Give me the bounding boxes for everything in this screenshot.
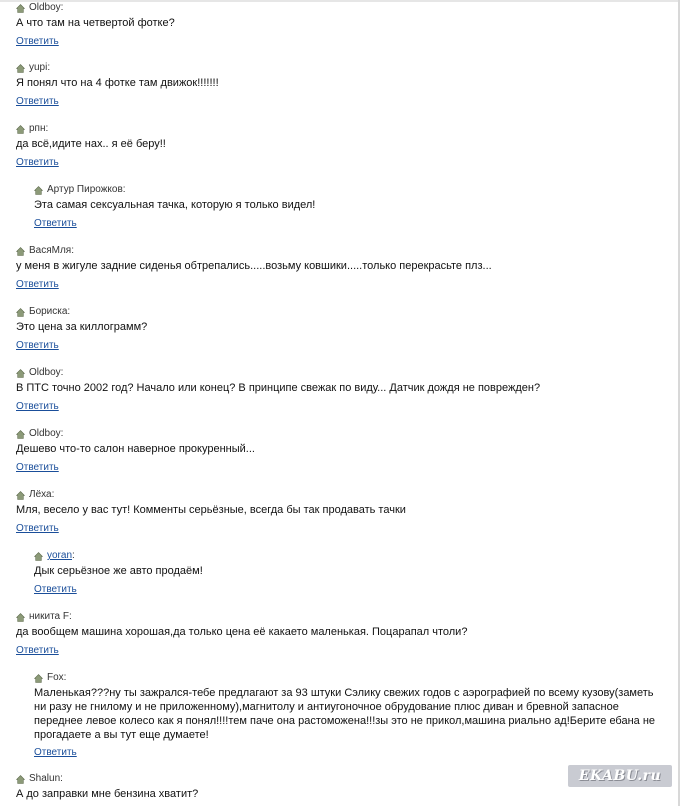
comment-author: Лёха: <box>29 489 55 500</box>
comment-header <box>16 2 656 14</box>
comment <box>16 367 656 414</box>
comment-text: Дык серьёзное же авто продаём! <box>34 565 203 577</box>
reply-link[interactable]: Ответить <box>34 584 77 595</box>
home-icon <box>16 64 25 73</box>
home-icon <box>16 369 25 378</box>
comment <box>16 2 656 49</box>
home-icon <box>34 552 43 561</box>
home-icon <box>16 491 25 500</box>
comment-author: Shalun: <box>29 773 63 784</box>
home-icon <box>16 308 25 317</box>
comment-header <box>34 550 659 562</box>
reply-link[interactable]: Ответить <box>16 157 59 168</box>
comment-reply <box>34 184 659 231</box>
comment-author: Oldboy: <box>29 2 64 13</box>
home-icon <box>16 4 25 13</box>
comment-header <box>16 367 656 379</box>
comment-text: Мля, весело у вас тут! Комменты серьёзные, всегда бы так продавать тачки <box>16 504 406 516</box>
reply-link[interactable]: Ответить <box>16 36 59 47</box>
reply-link[interactable]: Ответить <box>34 218 77 229</box>
reply-link[interactable]: Ответить <box>16 279 59 290</box>
comment-header <box>16 306 656 318</box>
comment-text: да всё,идите нах.. я её беру!! <box>16 138 166 150</box>
comment-reply <box>34 672 659 760</box>
comment-header <box>34 672 659 684</box>
comment <box>16 62 656 109</box>
comment-header <box>16 773 656 785</box>
comment-text: да вообщем машина хорошая,да только цена её какаето маленькая. Поцарапал чтоли? <box>16 626 468 638</box>
reply-link[interactable]: Ответить <box>16 96 59 107</box>
comment-text: Я понял что на 4 фотке там движок!!!!!!! <box>16 77 219 89</box>
home-icon <box>16 430 25 439</box>
comment <box>16 123 656 170</box>
comment-author: Oldboy: <box>29 428 64 439</box>
comment-author: Артур Пирожков: <box>47 184 126 195</box>
reply-link[interactable]: Ответить <box>16 523 59 534</box>
comment-reply <box>34 550 659 597</box>
comment-author: Fox: <box>47 672 67 683</box>
comment-author: Oldboy: <box>29 367 64 378</box>
comment-header <box>34 184 659 196</box>
comment-text: Маленькая???ну ты зажрался-тебе предлагают за 93 штуки Сэлику свежих годов с аэрографией по всему кузову(заметь ни разу не гнилому и не приложенному),магнитолу и антиугоночное обрудование плюс диван и бревной запасное переднее левое колесо как я понял!!!!тем паче она растоможена!!!зы это не прикол,машина риально ад!Берите ебана не прогадаете а вы тут еще думаете! <box>34 687 656 741</box>
home-icon <box>16 613 25 622</box>
reply-link[interactable]: Ответить <box>16 462 59 473</box>
home-icon <box>34 186 43 195</box>
comment-author: Бориска: <box>29 306 71 317</box>
comment-header <box>16 428 656 440</box>
comment-header <box>16 489 656 501</box>
site-watermark-logo: EKABU.ru <box>568 765 672 787</box>
home-icon <box>16 125 25 134</box>
comment-header <box>16 611 656 623</box>
comment <box>16 428 656 475</box>
comment-author: никита F: <box>29 611 72 622</box>
home-icon <box>16 247 25 256</box>
reply-link[interactable]: Ответить <box>16 645 59 656</box>
comment <box>16 245 656 292</box>
comment <box>16 773 656 802</box>
comment-text: Эта самая сексуальная тачка, которую я только видел! <box>34 199 316 211</box>
comment-text: А что там на четвертой фотке? <box>16 17 175 29</box>
comment-author: yupi: <box>29 62 51 73</box>
comment-text: у меня в жигуле задние сиденья обтрепались.....возьму ковшики.....только перекрасьте плз... <box>16 260 492 272</box>
author-colon: : <box>72 550 75 561</box>
reply-link[interactable]: Ответить <box>16 401 59 412</box>
comment-text: В ПТС точно 2002 год? Начало или конец? В принципе свежак по виду... Датчик дождя не поврежден? <box>16 382 541 394</box>
comment-header <box>16 62 656 74</box>
home-icon <box>34 674 43 683</box>
comment-text: Это цена за киллограмм? <box>16 321 148 333</box>
reply-link[interactable]: Ответить <box>16 340 59 351</box>
comment-author-link[interactable]: yoran <box>47 550 73 561</box>
comment-text: Дешево что-то салон наверное прокуренный... <box>16 443 255 455</box>
comment-header <box>16 245 656 257</box>
home-icon <box>16 775 25 784</box>
comment-text: А до заправки мне бензина хватит? <box>16 788 199 800</box>
comment-author: рпн: <box>29 123 49 134</box>
comment <box>16 306 656 353</box>
reply-link[interactable]: Ответить <box>34 747 77 758</box>
comment-header <box>16 123 656 135</box>
comment-author: ВасяМля: <box>29 245 75 256</box>
comment <box>16 489 656 536</box>
comment <box>16 611 656 658</box>
